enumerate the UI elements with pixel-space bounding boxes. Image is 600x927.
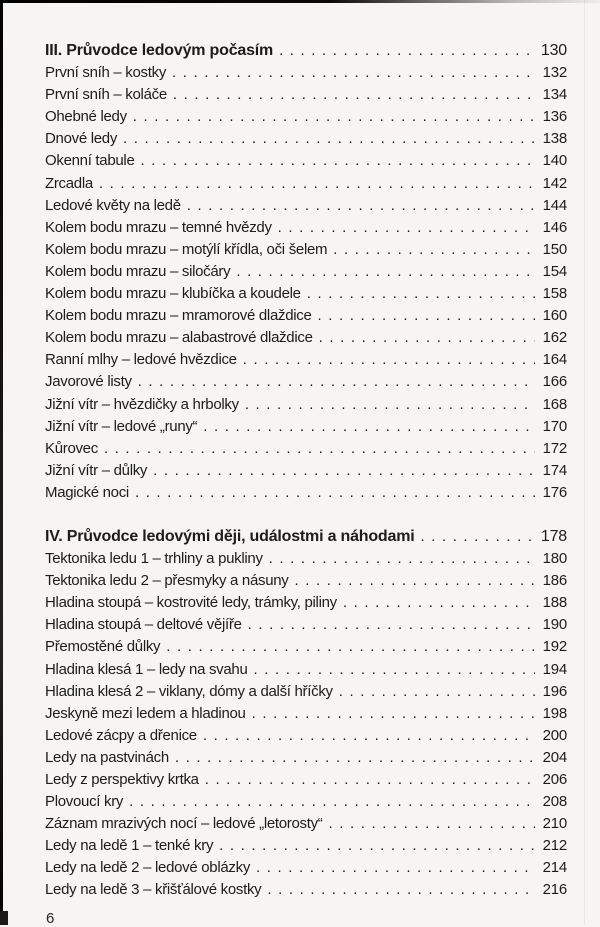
toc-entry-page: 210 <box>542 815 567 833</box>
dot-leader <box>93 173 535 195</box>
toc-entry-page: 164 <box>542 351 567 369</box>
toc-entry-title: Ledy na ledě 3 – křišťálové kostky <box>45 881 262 899</box>
toc-entry <box>45 636 567 658</box>
scan-edge-top <box>0 0 600 3</box>
toc-entry-title: Kolem bodu mrazu – temné hvězdy <box>45 218 272 236</box>
dot-leader <box>333 681 535 703</box>
dot-leader <box>169 747 535 769</box>
toc-entry-title: Javorové listy <box>45 373 132 391</box>
toc-entry <box>45 327 567 349</box>
toc-section-page: 178 <box>540 527 567 545</box>
dot-leader <box>166 62 535 84</box>
toc-section-header <box>45 526 567 548</box>
toc-entry-title: Hladina stoupá – deltové vějíře <box>45 616 242 634</box>
toc-entry <box>45 349 567 371</box>
toc-section <box>45 526 567 902</box>
dot-leader <box>129 482 535 504</box>
toc-entry-title: Magické noci <box>45 483 129 501</box>
toc-entry <box>45 548 567 570</box>
dot-leader <box>160 636 535 658</box>
dot-leader <box>272 217 535 239</box>
toc-entry-title: Zrcadla <box>45 174 93 192</box>
toc-entry-page: 140 <box>542 152 567 170</box>
toc-entry-page: 190 <box>542 616 567 634</box>
toc-section-page: 130 <box>540 42 567 59</box>
toc-entry <box>45 592 567 614</box>
dot-leader <box>98 438 535 460</box>
toc-entry-title: Kolem bodu mrazu – alabastrové dlaždice <box>45 329 313 347</box>
dot-leader <box>181 195 535 217</box>
toc-entry <box>45 195 567 217</box>
toc-entry-page: 134 <box>542 86 567 104</box>
toc-entry <box>45 747 567 769</box>
dot-leader <box>117 128 535 150</box>
toc-entry-title: Přemostěné důlky <box>45 638 161 656</box>
dot-leader <box>313 327 535 349</box>
toc-entry <box>45 570 567 592</box>
toc-entry <box>45 305 567 327</box>
toc-entry <box>45 128 567 150</box>
toc-entry-page: 204 <box>542 748 567 766</box>
toc-entry-page: 198 <box>542 704 567 722</box>
toc-entry-title: Jeskyně mezi ledem a hladinou <box>45 704 246 722</box>
toc-entry <box>45 371 567 393</box>
toc-entry-page: 196 <box>542 682 567 700</box>
toc-entry <box>45 416 567 438</box>
dot-leader <box>250 857 535 879</box>
scan-edge-left <box>0 0 3 925</box>
toc-entry <box>45 460 567 482</box>
toc-section-title: IV. Průvodce ledovými ději, událostmi a náhodami <box>45 527 415 545</box>
toc-entry-title: Ledy na pastvinách <box>45 748 169 766</box>
toc-entry-page: 138 <box>542 130 567 148</box>
toc-entry-page: 168 <box>542 395 567 413</box>
toc-entry <box>45 173 567 195</box>
toc-entry-page: 206 <box>542 771 567 788</box>
toc-entry <box>45 84 567 106</box>
toc-section <box>45 40 567 504</box>
dot-leader <box>248 659 535 681</box>
toc-entry <box>45 813 567 835</box>
toc-entry <box>45 835 567 857</box>
toc-entry-title: Kolem bodu mrazu – motýlí křídla, oči šelem <box>45 240 328 258</box>
toc-entry <box>45 725 567 747</box>
toc-entry-page: 154 <box>542 262 567 280</box>
dot-leader <box>230 261 535 283</box>
dot-leader <box>147 460 535 482</box>
toc-entry <box>45 438 567 460</box>
toc-entry-page: 170 <box>542 417 567 435</box>
dot-leader <box>242 614 535 636</box>
toc-entry-page: 188 <box>542 594 567 612</box>
dot-leader <box>301 283 535 305</box>
toc-entry-title: Okenní tabule <box>45 152 135 170</box>
toc-entry-title: Jižní vítr – důlky <box>45 461 148 479</box>
toc-entry-title: Ledy z perspektivy krtka <box>45 771 199 788</box>
toc-entry-title: Ledové zácpy a dřenice <box>45 726 197 744</box>
toc-entry-page: 158 <box>542 285 567 303</box>
toc-section-header <box>45 40 567 62</box>
dot-leader <box>289 570 535 592</box>
toc-entry-page: 214 <box>542 859 567 877</box>
dot-leader <box>327 239 535 261</box>
toc-entry <box>45 703 567 725</box>
toc-entry-title: Tektonika ledu 1 – trhliny a pukliny <box>45 550 263 568</box>
dot-leader <box>239 394 535 416</box>
toc-entry-title: Ledové květy na ledě <box>45 196 181 214</box>
toc-entry <box>45 769 567 791</box>
toc-entry-page: 160 <box>542 307 567 325</box>
toc-entry <box>45 106 567 128</box>
toc-entry-page: 132 <box>542 64 567 82</box>
toc-entry <box>45 239 567 261</box>
toc-entry-title: Tektonika ledu 2 – přesmyky a násuny <box>45 572 289 590</box>
dot-leader <box>261 879 535 901</box>
toc-entry-page: 194 <box>542 660 567 678</box>
toc-entry <box>45 482 567 504</box>
toc-entry <box>45 261 567 283</box>
toc-entry-page: 192 <box>542 638 567 656</box>
dot-leader <box>337 592 535 614</box>
toc-entry-title: Ledy na ledě 1 – tenké kry <box>45 837 214 855</box>
toc-entry-title: Kůrovec <box>45 439 98 457</box>
toc-entry-page: 172 <box>542 439 567 457</box>
toc-entry <box>45 857 567 879</box>
toc-entry-title: Záznam mrazivých nocí – ledové „letorosty“ <box>45 815 323 833</box>
toc-entry <box>45 879 567 901</box>
dot-leader <box>135 150 536 172</box>
dot-leader <box>197 416 535 438</box>
toc-entry-title: První sníh – kostky <box>45 64 167 82</box>
toc-entry-page: 216 <box>542 881 567 899</box>
scan-edge-right <box>584 0 585 925</box>
toc-entry <box>45 394 567 416</box>
toc-entry-page: 146 <box>542 218 567 236</box>
toc-entry-page: 208 <box>542 793 567 811</box>
dot-leader <box>199 769 535 791</box>
dot-leader <box>167 84 535 106</box>
toc-entry <box>45 791 567 813</box>
dot-leader <box>312 305 535 327</box>
toc-section-title: III. Průvodce ledovým počasím <box>45 42 274 59</box>
toc-entry-page: 174 <box>542 461 567 479</box>
toc-entry-title: Jižní vítr – hvězdičky a hrbolky <box>45 395 239 413</box>
toc-entry-page: 142 <box>542 174 567 192</box>
toc-entry-title: Ledy na ledě 2 – ledové oblázky <box>45 859 251 877</box>
toc-entry-page: 144 <box>542 196 567 214</box>
toc-entry-page: 150 <box>542 240 567 258</box>
toc-entry-title: Hladina klesá 1 – ledy na svahu <box>45 660 248 678</box>
toc-entry-title: Hladina klesá 2 – viklany, dómy a další hříčky <box>45 682 333 700</box>
scan-edge-bottom-left <box>0 911 8 925</box>
footer-page-number: 6 <box>46 910 55 927</box>
toc-entry-page: 136 <box>542 108 567 126</box>
toc-entry-title: Ohebné ledy <box>45 108 127 126</box>
toc-entry <box>45 283 567 305</box>
dot-leader <box>213 835 535 857</box>
toc-entry-page: 176 <box>542 483 567 501</box>
toc-entry-title: Plovoucí kry <box>45 793 124 811</box>
toc-entry <box>45 62 567 84</box>
dot-leader <box>414 526 535 548</box>
dot-leader <box>273 40 535 62</box>
toc-entry-title: Kolem bodu mrazu – klubíčka a koudele <box>45 285 301 303</box>
toc-entry-title: Jižní vítr – ledové „runy“ <box>45 417 198 435</box>
toc-entry-title: Hladina stoupá – kostrovité ledy, trámky, piliny <box>45 594 337 612</box>
dot-leader <box>123 791 535 813</box>
toc-entry <box>45 681 567 703</box>
dot-leader <box>246 703 535 725</box>
toc-entry-title: Kolem bodu mrazu – siločáry <box>45 262 231 280</box>
toc-entry-page: 200 <box>542 726 567 744</box>
dot-leader <box>263 548 535 570</box>
toc-entry-title: První sníh – koláče <box>45 86 167 104</box>
toc-entry <box>45 614 567 636</box>
dot-leader <box>237 349 535 371</box>
dot-leader <box>132 371 535 393</box>
toc-entry-page: 212 <box>542 837 567 855</box>
toc-entry-title: Kolem bodu mrazu – mramorové dlaždice <box>45 307 312 325</box>
toc-entry-page: 186 <box>542 572 567 590</box>
toc-entry-page: 162 <box>542 329 567 347</box>
dot-leader <box>323 813 535 835</box>
dot-leader <box>197 725 535 747</box>
toc-entry-page: 166 <box>542 373 567 391</box>
dot-leader <box>127 106 535 128</box>
toc-entry-title: Ranní mlhy – ledové hvězdice <box>45 351 237 369</box>
toc-entry <box>45 659 567 681</box>
toc-entry <box>45 217 567 239</box>
toc-entry-title: Dnové ledy <box>45 130 118 148</box>
toc-entry <box>45 150 567 172</box>
toc-entry-page: 180 <box>542 550 567 568</box>
table-of-contents <box>45 40 567 902</box>
